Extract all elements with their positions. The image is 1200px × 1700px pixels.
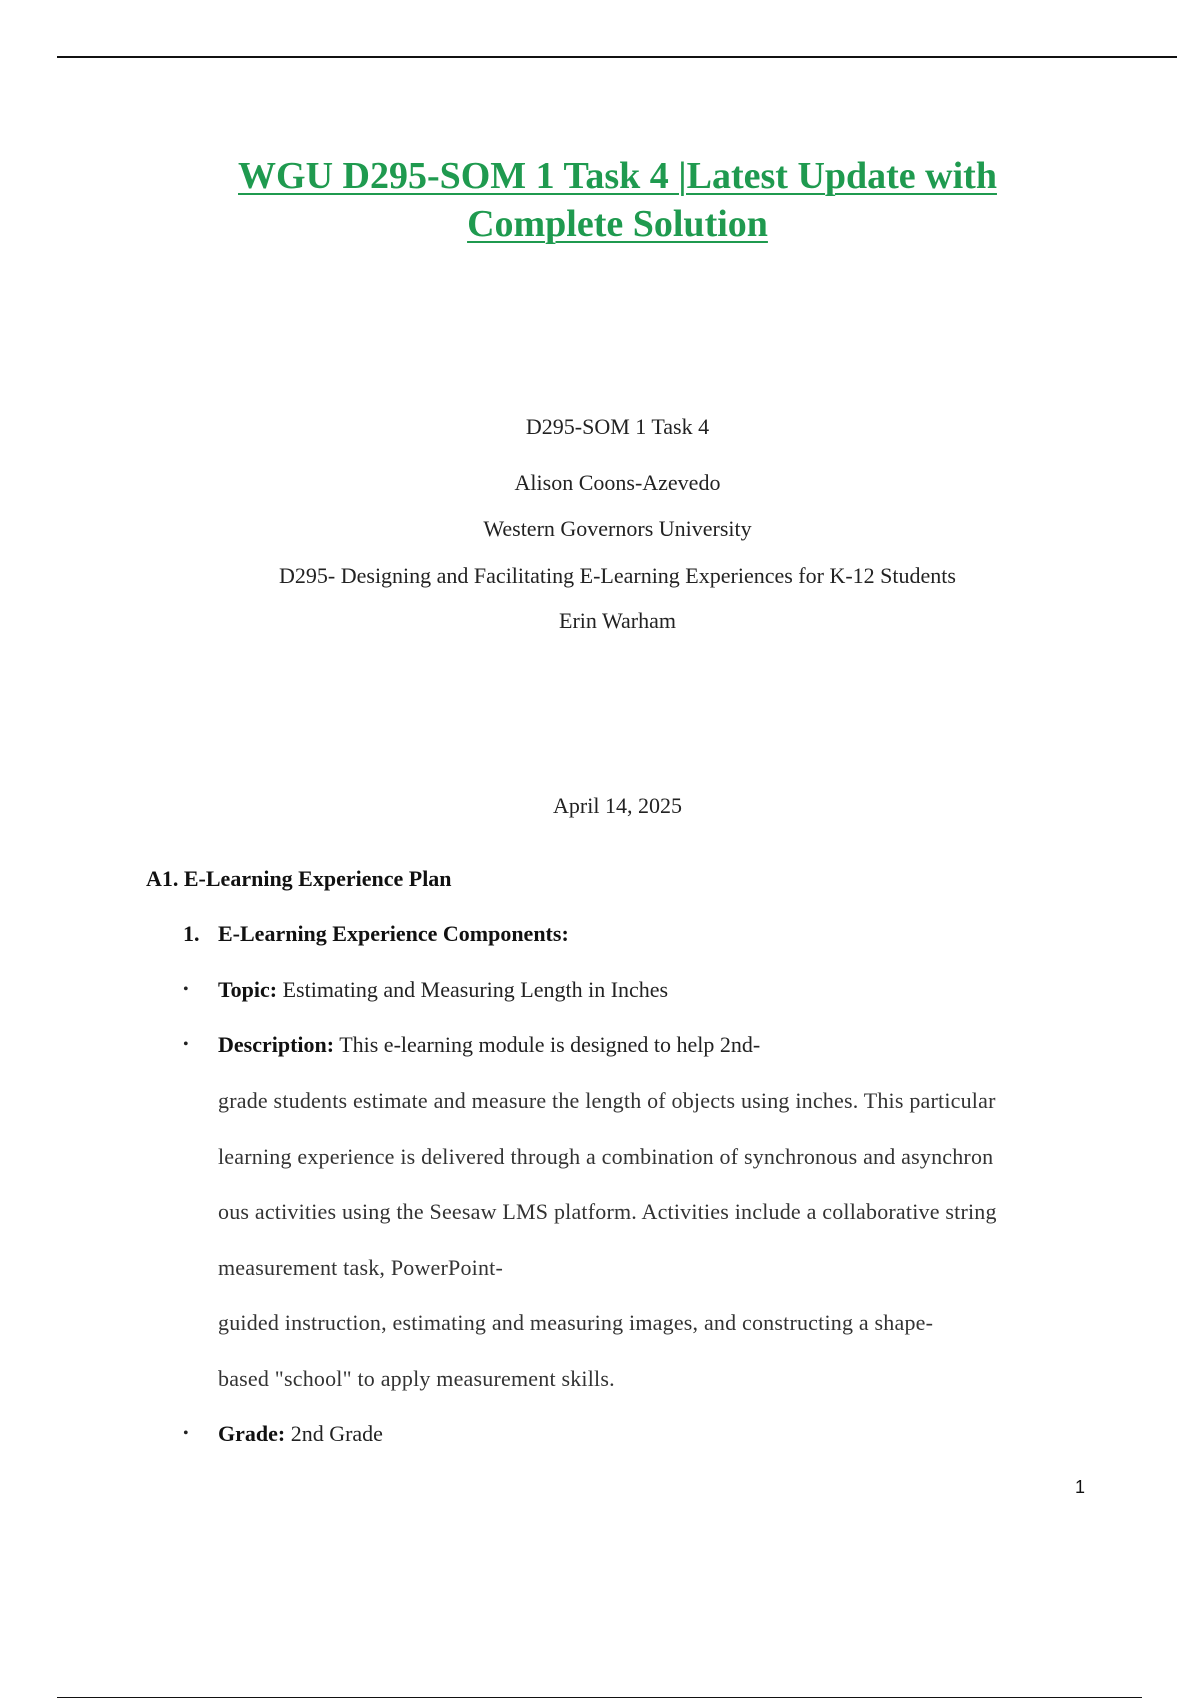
bullet-grade — [218, 1421, 383, 1447]
grade-label: Grade: — [218, 1421, 286, 1446]
course-name: D295- Designing and Facilitating E-Learning Experiences for K-12 Students — [279, 563, 956, 588]
bottom-rule — [57, 1697, 1142, 1698]
description-label: Description: — [218, 1032, 335, 1057]
author-name: Alison Coons-Azevedo — [514, 470, 721, 495]
bullet-topic — [218, 977, 668, 1003]
bullet-icon: • — [183, 1036, 189, 1053]
document-date: April 14, 2025 — [553, 793, 682, 818]
numbered-item-number: 1. — [183, 921, 200, 946]
document-title[interactable] — [0, 152, 1200, 248]
institution-name: Western Governors University — [483, 516, 752, 541]
bullet-icon: • — [183, 1425, 189, 1442]
numbered-item-label: E-Learning Experience Components: — [218, 921, 569, 946]
section-heading: A1. E-Learning Experience Plan — [146, 866, 452, 891]
topic-label: Topic: — [218, 977, 278, 1002]
description-line: measurement task, PowerPoint- — [218, 1255, 504, 1280]
description-line: grade students estimate and measure the length of objects using inches. This particular — [218, 1088, 996, 1113]
instructor-name: Erin Warham — [559, 608, 676, 633]
course-task: D295-SOM 1 Task 4 — [525, 414, 710, 439]
topic-text: Estimating and Measuring Length in Inches — [277, 977, 669, 1002]
title-line-1[interactable]: WGU D295-SOM 1 Task 4 |Latest Update with — [238, 155, 997, 197]
bullet-description — [218, 1032, 760, 1058]
title-line-2[interactable]: Complete Solution — [467, 203, 768, 245]
grade-text: 2nd Grade — [285, 1421, 383, 1446]
top-rule — [57, 56, 1177, 58]
description-line: ous activities using the Seesaw LMS platform. Activities include a collaborative string — [218, 1199, 997, 1224]
description-text: This e-learning module is designed to help 2nd- — [334, 1032, 761, 1057]
description-line: learning experience is delivered through a combination of synchronous and asynchron — [218, 1144, 994, 1169]
bullet-icon: • — [183, 981, 189, 998]
numbered-item — [183, 921, 569, 947]
description-line: based "school" to apply measurement skills. — [218, 1366, 615, 1391]
page-number: 1 — [1075, 1477, 1086, 1497]
description-line: guided instruction, estimating and measuring images, and constructing a shape- — [218, 1310, 934, 1335]
